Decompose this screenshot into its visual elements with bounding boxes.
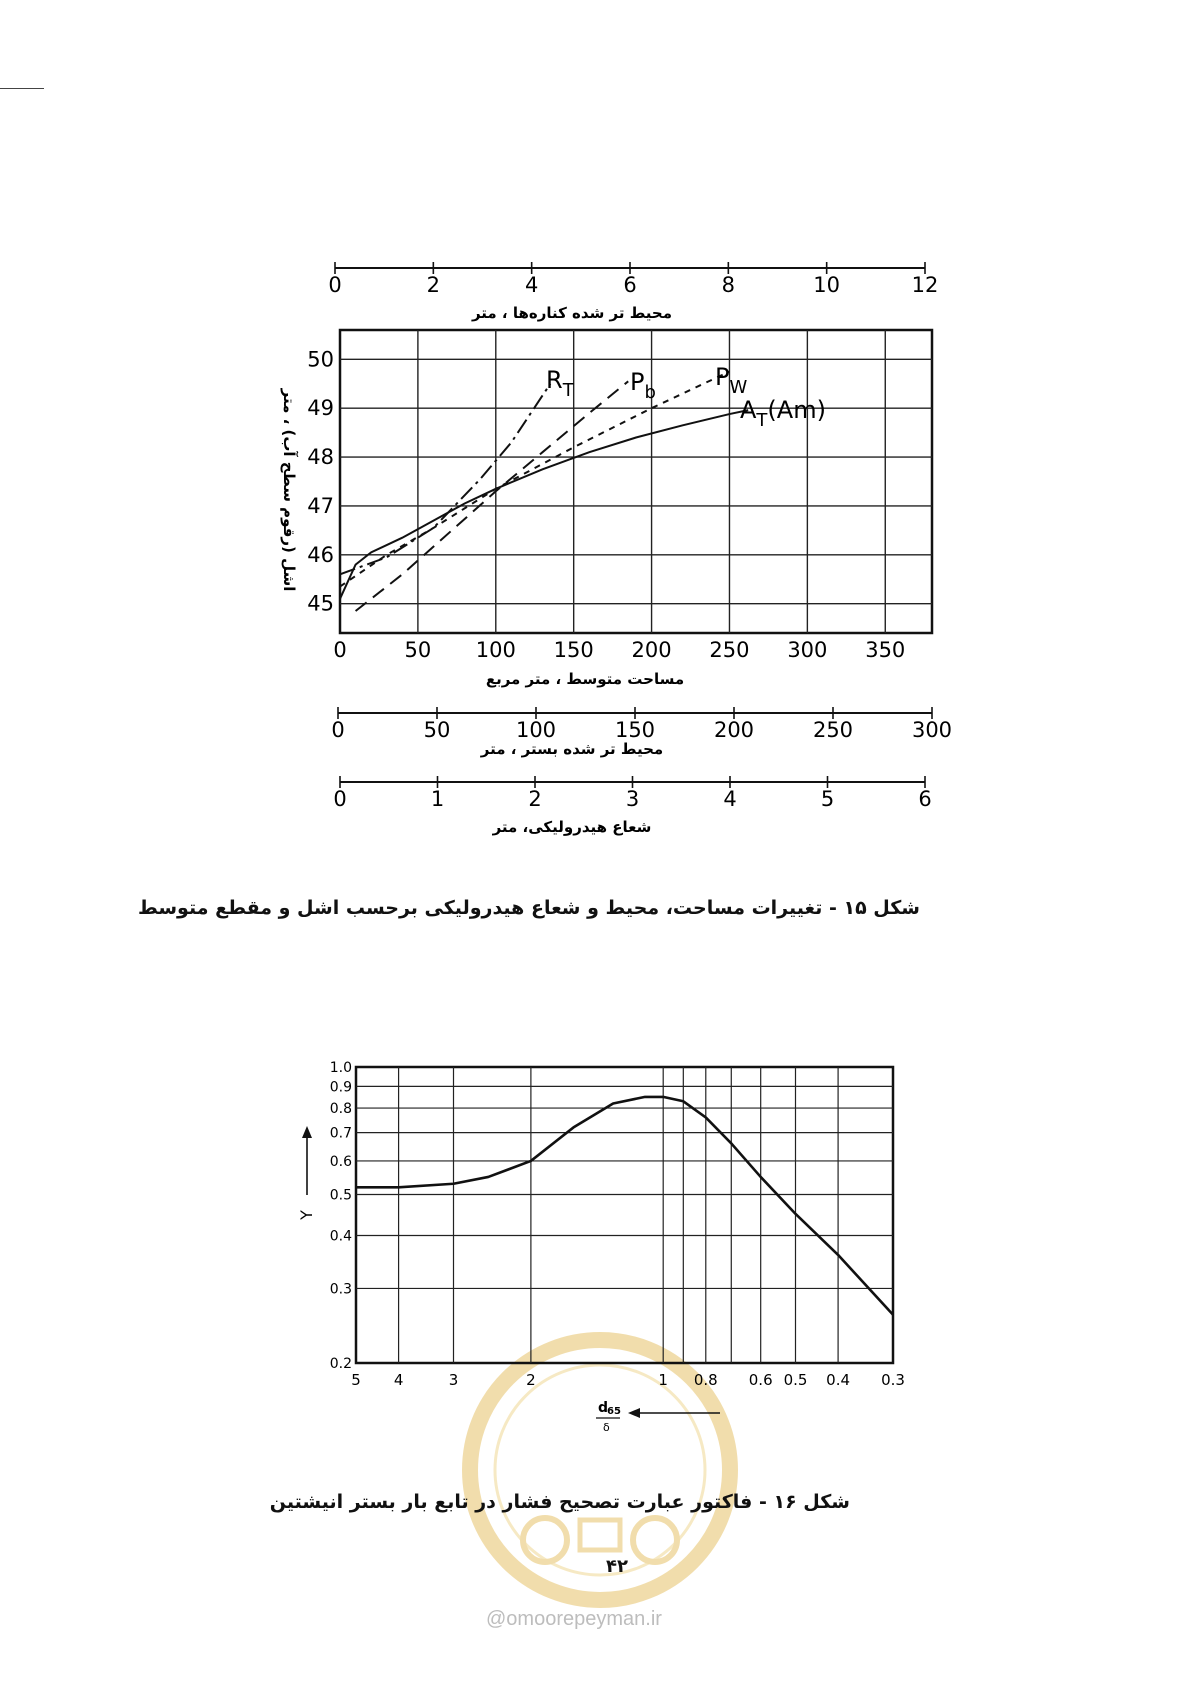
x-axis-label-sub: 65 — [607, 1406, 621, 1417]
secondary-axis-label: محیط تر شده کناره‌ها ، متر — [471, 304, 673, 322]
x-axis-label-denominator: δ — [603, 1421, 610, 1434]
x-tick-label: 150 — [553, 638, 594, 662]
secondary-axis-tick-label: 12 — [911, 273, 939, 297]
y-tick-label: 49 — [307, 396, 334, 421]
secondary-axis-label: شعاع هیدرولیکی، متر — [492, 818, 652, 836]
secondary-axis-tick-label: 300 — [911, 718, 953, 742]
secondary-axis-tick-label: 10 — [813, 273, 841, 297]
y-tick-label: 47 — [307, 493, 334, 518]
x-tick-label: 0.6 — [748, 1371, 773, 1389]
x-tick-label: 50 — [404, 638, 432, 662]
secondary-axis-tick-label: 250 — [812, 718, 854, 742]
x-tick-label: 3 — [448, 1371, 459, 1389]
secondary-axis-tick-label: 6 — [918, 787, 932, 811]
secondary-axis-label: محیط تر شده بستر ، متر — [480, 740, 664, 758]
y-axis-arrowhead — [302, 1126, 312, 1138]
series-label: $R_T$ — [546, 366, 574, 401]
page-number: ۴۲ — [606, 1556, 628, 1577]
watermark-text: @omoorepeyman.ir — [486, 1608, 662, 1630]
secondary-axis-tick-label: 50 — [423, 718, 451, 742]
y-tick-label: 0.5 — [329, 1187, 352, 1204]
y-tick-label: 45 — [307, 591, 334, 616]
secondary-axis-tick-label: 3 — [625, 787, 640, 811]
secondary-axis-tick-label: 150 — [614, 718, 656, 742]
chart-stage-area-perimeter — [280, 262, 952, 836]
x-axis-arrowhead — [628, 1408, 640, 1418]
series-line — [356, 1097, 893, 1315]
x-tick-label: 1 — [658, 1371, 668, 1389]
secondary-axis-tick-label: 5 — [820, 787, 835, 811]
series-line — [340, 410, 748, 599]
y-tick-label: 46 — [307, 542, 334, 567]
secondary-axis-tick-label: 100 — [515, 718, 557, 742]
x-tick-label: 0.8 — [693, 1371, 718, 1389]
secondary-axis-tick-label: 0 — [328, 273, 342, 297]
secondary-axis-tick-label: 0 — [331, 718, 345, 742]
secondary-axis-tick-label: 2 — [426, 273, 441, 297]
x-axis-label: d — [598, 1400, 609, 1416]
y-tick-label: 50 — [307, 347, 334, 372]
x-axis-label: مساحت متوسط ، متر مربع — [485, 670, 685, 688]
x-tick-label: 0.4 — [826, 1371, 851, 1389]
secondary-axis-tick-label: 0 — [333, 787, 347, 811]
y-tick-label: 48 — [307, 445, 334, 470]
series-label: $P_b$ — [630, 368, 656, 403]
x-tick-label: 200 — [631, 638, 672, 662]
y-axis-label: Y — [297, 1210, 316, 1220]
x-tick-label: 0.5 — [783, 1371, 808, 1389]
figure-16-caption: شکل ۱۶ - فاکتور عبارت تصحیح فشار در تابع بار بستر انیشتین — [269, 1491, 850, 1513]
x-tick-label: 2 — [526, 1371, 536, 1389]
watermark-seal — [470, 1340, 730, 1600]
secondary-axis-tick-label: 200 — [713, 718, 755, 742]
secondary-axis-tick-label: 4 — [723, 787, 737, 811]
y-tick-label: 0.4 — [329, 1228, 352, 1245]
x-tick-label: 250 — [709, 638, 750, 662]
x-tick-label: 100 — [475, 638, 516, 662]
x-tick-label: 5 — [351, 1371, 361, 1389]
y-tick-label: 0.7 — [329, 1125, 352, 1142]
figure-15-caption: شکل ۱۵ - تغییرات مساحت، محیط و شعاع هیدرولیکی برحسب اشل و مقطع متوسط — [138, 897, 920, 919]
y-tick-label: 0.8 — [329, 1101, 352, 1118]
series-label: $A_T(Am)$ — [740, 396, 826, 431]
secondary-axis-tick-label: 4 — [524, 273, 539, 297]
plot-frame — [356, 1067, 893, 1363]
x-tick-label: 350 — [865, 638, 906, 662]
secondary-axis-tick-label: 8 — [721, 273, 736, 297]
x-tick-label: 0.3 — [881, 1371, 905, 1389]
y-tick-label: 0.2 — [329, 1356, 352, 1372]
series-line — [356, 381, 629, 611]
secondary-axis-tick-label: 2 — [528, 787, 542, 811]
y-tick-label: 0.9 — [329, 1079, 352, 1096]
secondary-axis-tick-label: 1 — [430, 787, 445, 811]
secondary-axis-tick-label: 6 — [623, 273, 637, 297]
y-axis-label: اشل (رقوم سطح آب) ، متر — [280, 388, 298, 592]
x-tick-label: 300 — [787, 638, 828, 662]
y-tick-label: 0.6 — [329, 1153, 352, 1170]
y-tick-label: 0.3 — [329, 1281, 352, 1298]
chart-pressure-correction-factor — [297, 1060, 905, 1434]
y-tick-label: 1.0 — [329, 1060, 352, 1076]
series-label: $P_W$ — [715, 363, 748, 398]
x-tick-label: 4 — [393, 1371, 404, 1389]
x-tick-label: 0 — [333, 638, 347, 662]
